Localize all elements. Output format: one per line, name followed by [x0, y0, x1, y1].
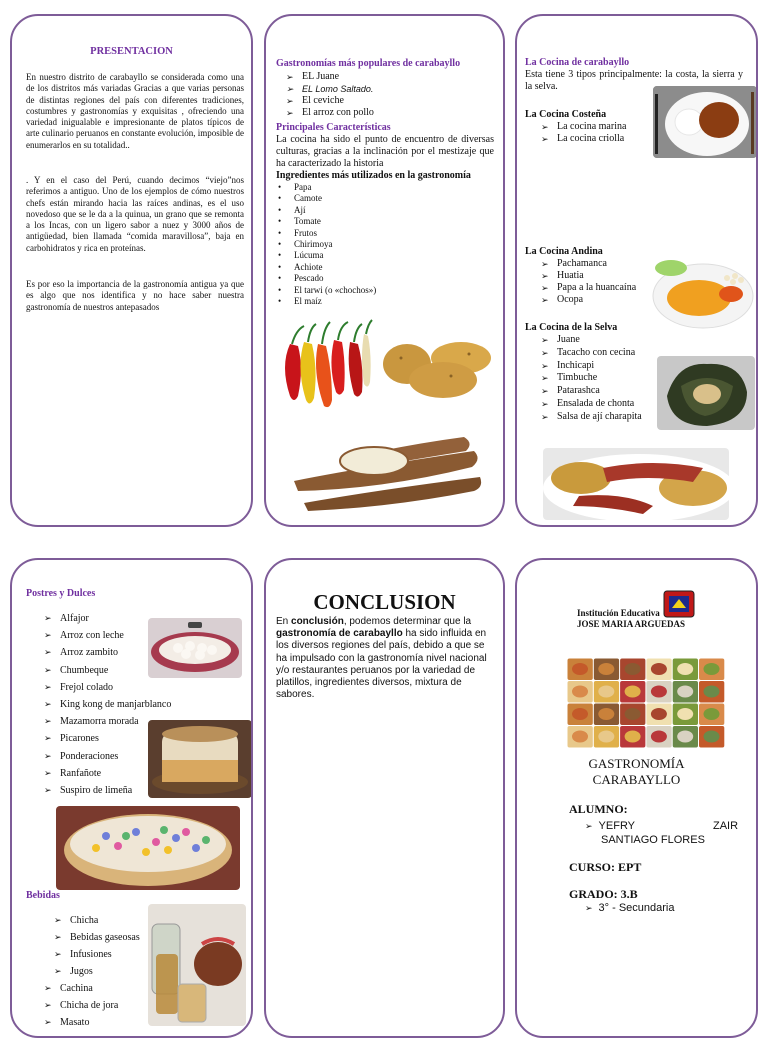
- drinks-image: [148, 904, 246, 1026]
- list-item: ➢ Ranfañote: [44, 765, 204, 782]
- potatoes-image: [381, 336, 493, 401]
- panel-conclusion: [264, 558, 505, 1038]
- grade-detail-text: 3° - Secundaria: [598, 902, 675, 914]
- drinks-title: Bebidas: [26, 890, 60, 901]
- grade-detail: [585, 902, 675, 914]
- list-item: ➢ Ensalada de chonta: [541, 398, 691, 411]
- grade-label: GRADO: 3.B: [569, 887, 638, 901]
- panel-cover: [515, 558, 758, 1038]
- list-item: ➢ El ceviche: [286, 95, 486, 107]
- list-item: ➢ Picarones: [44, 730, 204, 747]
- student-last-name: SANTIAGO FLORES: [601, 834, 705, 846]
- list-item: ➢ Inchicapi: [541, 360, 691, 373]
- chili-peppers-image: [276, 316, 374, 412]
- list-item: ➢ Tacacho con cecina: [541, 347, 691, 360]
- list-item: ➢ La cocina marina: [541, 121, 661, 133]
- food-collage-image: [567, 658, 725, 748]
- list-item: • Ají: [276, 205, 476, 216]
- yuca-image: [284, 431, 484, 511]
- presentation-paragraph-1: En nuestro distrito de carabayllo se considerada como una de los distritos más variadas Gracias a que varias personas de distintas regiones del país con diferentes tradiciones, costumbres y gastronomías y exquisitas , ofreciendo una variedad inigualable e impresionante de platos típicos de arte culinario peruanos en constante evolución, imposible de enumerarlos en su totalidad..: [26, 72, 244, 150]
- list-item: • Camote: [276, 193, 476, 204]
- list-item: ➢ Mazamorra morada: [44, 713, 204, 730]
- characteristics-text: La cocina ha sido el punto de encuentro de diversas culturas, gracias a la inclinación por el mestizaje que ha caracterizado la historia: [276, 134, 494, 169]
- panel-popular-gastronomy: [264, 14, 505, 527]
- king-kong-image: [56, 806, 240, 890]
- list-item: ➢ Chicha: [54, 912, 174, 929]
- alfajores-image: [148, 618, 242, 678]
- list-item: • Tomate: [276, 216, 476, 227]
- panel-carabayllo-cuisine: [515, 14, 758, 527]
- coastal-dish-image: [653, 86, 757, 158]
- conclusion-title: CONCLUSION: [313, 590, 456, 614]
- list-item: • Papa: [276, 182, 476, 193]
- list-item: ➢ EL Lomo Saltado.: [286, 83, 486, 95]
- drinks-list: [44, 980, 164, 1031]
- coast-title: La Cocina Costeña: [525, 109, 607, 120]
- popular-title: Gastronomías más populares de carabayllo: [276, 58, 461, 69]
- course-label: CURSO: EPT: [569, 860, 642, 874]
- list-item: ➢ Patarashca: [541, 385, 691, 398]
- andean-dish-image: [651, 256, 755, 330]
- list-item: ➢ Jugos: [54, 963, 174, 980]
- conclusion-bold-word: conclusión: [291, 616, 344, 627]
- arroz-con-leche-image: [148, 720, 252, 798]
- list-item: ➢ Arroz zambito: [44, 644, 204, 661]
- list-item: • El tarwi (o «chochos»): [276, 285, 476, 296]
- ingredients-title: Ingredientes más utilizados en la gastronomía: [276, 170, 471, 181]
- ingredients-list: [276, 182, 476, 307]
- list-item: ➢ Chumbeque: [44, 662, 204, 679]
- list-item: ➢ Infusiones: [54, 946, 174, 963]
- tacacho-image: [543, 448, 729, 520]
- characteristics-title: Principales Características: [276, 122, 391, 133]
- cuisine-intro: Esta tiene 3 tipos principalmente: la costa, la sierra y la selva.: [525, 69, 743, 92]
- presentation-paragraph-3: Es por eso la importancia de la gastronomía antigua ya que es algo que nos identifica y no hace saber nuestra gastronomía de nuestros antepasados: [26, 279, 244, 312]
- conclusion-text-part: ha sido influida en los diversos regiones del país, debido a que se ha impulsado con la gastronomía nivel nacional y/o restaurantes peruanos por la variedad de platillos, ingredientes diversos, mixtura de sabores.: [276, 628, 487, 701]
- list-item: • Achiote: [276, 262, 476, 273]
- institution-line-2: JOSE MARIA ARGUEDAS: [577, 619, 686, 629]
- arrow-bullet-icon: ➢: [585, 903, 593, 913]
- coast-list: [541, 121, 661, 145]
- student-first-name: [585, 820, 635, 832]
- list-item: • Frutos: [276, 228, 476, 239]
- list-item: • Chirimoya: [276, 239, 476, 250]
- list-item: ➢ Arroz con leche: [44, 627, 204, 644]
- list-item: ➢ King kong de manjarblanco: [44, 696, 204, 713]
- student-label: ALUMNO:: [569, 802, 628, 816]
- cover-title-line-2: CARABAYLLO: [592, 772, 681, 787]
- conclusion-text: [276, 616, 496, 701]
- list-item: ➢ Salsa de ají charapita: [541, 411, 691, 424]
- list-item: ➢ La cocina criolla: [541, 133, 661, 145]
- list-item: ➢ Juane: [541, 334, 691, 347]
- list-item: ➢ Alfajor: [44, 610, 204, 627]
- popular-list: [286, 71, 486, 119]
- list-item: ➢ Cachina: [44, 980, 164, 997]
- list-item: ➢ Chicha de jora: [44, 997, 164, 1014]
- conclusion-text-part: En: [276, 616, 292, 627]
- cover-title-line-1: GASTRONOMÍA: [588, 756, 685, 771]
- presentation-paragraph-2: . Y en el caso del Perú, cuando decimos “viejo”nos referimos a antiguo. Uno de los ejemplos de cómo nuestros chefs están mirando hacia las raíces andinas, es el uso novedoso que se le da a la quinua, un grano que se remonta a los Incas, con un ligero sabor a nuez y 3000 años de antigüedad, bien llamada “comida maravillosa”, baja en carbohidratos y rica en proteínas.: [26, 175, 244, 253]
- arrow-bullet-icon: ➢: [585, 821, 593, 831]
- conclusion-text-part: , podemos determinar que la: [343, 616, 472, 627]
- student-middle-name: ZAIR: [713, 820, 739, 832]
- presentation-title: PRESENTACION: [90, 46, 173, 57]
- list-item: • Lúcuma: [276, 250, 476, 261]
- list-item: • Pescado: [276, 273, 476, 284]
- list-item: ➢ Huatia: [541, 270, 651, 282]
- list-item: ➢ Papa a la huancaína: [541, 282, 651, 294]
- list-item: ➢ Pachamanca: [541, 258, 651, 270]
- panel-presentation: [10, 14, 253, 527]
- conclusion-bold-phrase: gastronomía de carabayllo: [276, 628, 403, 640]
- list-item: ➢ Bebidas gaseosas: [54, 929, 174, 946]
- jungle-title: La Cocina de la Selva: [525, 322, 618, 333]
- school-crest-icon: [663, 590, 695, 618]
- list-item: ➢ Frejol colado: [44, 679, 204, 696]
- list-item: ➢ Suspiro de limeña: [44, 782, 204, 799]
- list-item: ➢ Masato: [44, 1014, 164, 1031]
- list-item: ➢ Ocopa: [541, 294, 651, 306]
- juane-image: [657, 356, 755, 430]
- andean-title: La Cocina Andina: [525, 246, 603, 257]
- cuisine-title: La Cocina de carabayllo: [525, 57, 630, 68]
- list-item: ➢ El arroz con pollo: [286, 107, 486, 119]
- panel-desserts-drinks: [10, 558, 253, 1038]
- andean-list: [541, 258, 651, 306]
- desserts-title: Postres y Dulces: [26, 588, 96, 599]
- institution-line-1: Institución Educativa: [577, 608, 660, 618]
- list-item: ➢ Ponderaciones: [44, 748, 204, 765]
- list-item: ➢ EL Juane: [286, 71, 486, 83]
- student-first-name-text: YEFRY: [598, 820, 636, 832]
- list-item: ➢ Timbuche: [541, 372, 691, 385]
- list-item: • El maíz: [276, 296, 476, 307]
